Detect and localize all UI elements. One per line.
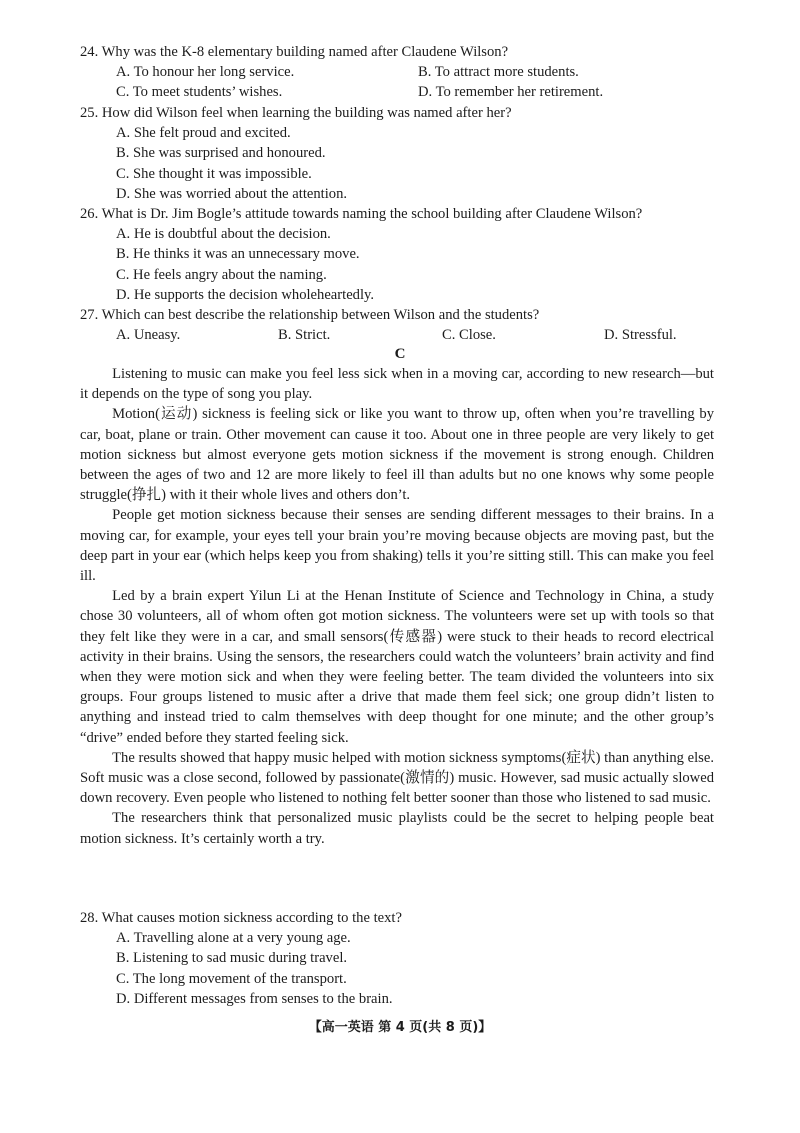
- option-a: A. He is doubtful about the decision.: [116, 226, 331, 243]
- question-24: [80, 42, 720, 103]
- question-stem: 25. How did Wilson feel when learning the building was named after her?: [80, 105, 512, 121]
- passage-paragraph: Led by a brain expert Yilun Li at the Henan Institute of Science and Technology in China, a study chose 30 volunteers, all of whom often got motion sickness. The volunteers were set up with tools so that they felt like they were in a car, and small sensors(传感器) were stuck to their heads to record electrical activity in their brains. Using the sensors, the researchers could watch the volunteers’ brain activity and find when they were motion sick and when they were feeling better. The team divided the volunteers into six groups. Four groups listened to music after a drive that made them feel sick; one group didn’t listen to anything and instead tried to calm themselves with deep thought for one minute; and the other group’s “drive” ended before they started feeling sick.: [80, 588, 714, 746]
- option-b: B. Listening to sad music during travel.: [116, 950, 348, 967]
- question-27: [80, 305, 720, 345]
- question-stem: 24. Why was the K-8 elementary building named after Claudene Wilson?: [80, 44, 509, 60]
- option-c: C. He feels angry about the naming.: [116, 266, 327, 283]
- option-a: A. Uneasy.: [116, 327, 181, 344]
- option-d: D. She was worried about the attention.: [116, 185, 348, 202]
- option-b: B. She was surprised and honoured.: [116, 145, 326, 162]
- question-stem: 28. What causes motion sickness according to the text?: [80, 910, 402, 926]
- option-c: C. To meet students’ wishes.: [116, 84, 283, 101]
- option-d: D. Stressful.: [604, 327, 677, 344]
- option-b: B. Strict.: [278, 327, 331, 344]
- passage-paragraph: The researchers think that personalized music playlists could be the secret to helping people beat motion sickness. It’s certainly worth a try.: [80, 810, 714, 847]
- option-b: B. To attract more students.: [418, 64, 579, 81]
- passage-paragraph: Motion(运动) sickness is feeling sick or like you want to throw up, often when you’re travelling by car, boat, plane or train. Other movement can cause it too. About one in three people are very likely to get motion sickness but almost everyone gets motion sickness if the movement is strong enough. Children between the ages of two and 12 are more likely to feel ill than adults but no one knows why some people struggle(挣扎) with it their whole lives and others don’t.: [80, 406, 714, 504]
- passage-paragraph: People get motion sickness because their senses are sending different messages to their brains. In a moving car, for example, your eyes tell your brain you’re moving because objects are moving past, but the deep part in your ear (which helps keep you from shaking) tells it you’re sitting still. This can make you feel ill.: [80, 507, 714, 585]
- question-26: [80, 204, 720, 305]
- page-footer: 【高一英语 第 4 页(共 8 页)】: [308, 1020, 492, 1035]
- option-a: A. To honour her long service.: [116, 64, 295, 81]
- option-b: B. He thinks it was an unnecessary move.: [116, 246, 360, 263]
- option-c: C. The long movement of the transport.: [116, 970, 347, 987]
- question-stem: 26. What is Dr. Jim Bogle’s attitude towards naming the school building after Claudene Wilson?: [80, 206, 643, 222]
- option-d: D. He supports the decision wholeheartedly.: [116, 286, 375, 303]
- option-c: C. She thought it was impossible.: [116, 165, 312, 182]
- reading-passage: [80, 364, 714, 849]
- question-25: [80, 103, 720, 204]
- option-a: A. Travelling alone at a very young age.: [116, 930, 351, 947]
- passage-paragraph: The results showed that happy music helped with motion sickness symptoms(症状) than anything else. Soft music was a close second, followed by passionate(激情的) music. However, sad music actually slowed down recovery. Even people who listened to nothing felt better sooner than those who listened to sad music.: [80, 749, 714, 807]
- question-stem: 27. Which can best describe the relationship between Wilson and the students?: [80, 307, 540, 323]
- option-c: C. Close.: [442, 327, 496, 344]
- question-28: [80, 908, 720, 1009]
- option-d: D. To remember her retirement.: [418, 84, 604, 101]
- passage-paragraph: Listening to music can make you feel less sick when in a moving car, according to new research—but it depends on the type of song you play.: [80, 366, 714, 403]
- option-a: A. She felt proud and excited.: [116, 125, 291, 142]
- section-title: C: [394, 346, 406, 362]
- option-d: D. Different messages from senses to the brain.: [116, 990, 393, 1007]
